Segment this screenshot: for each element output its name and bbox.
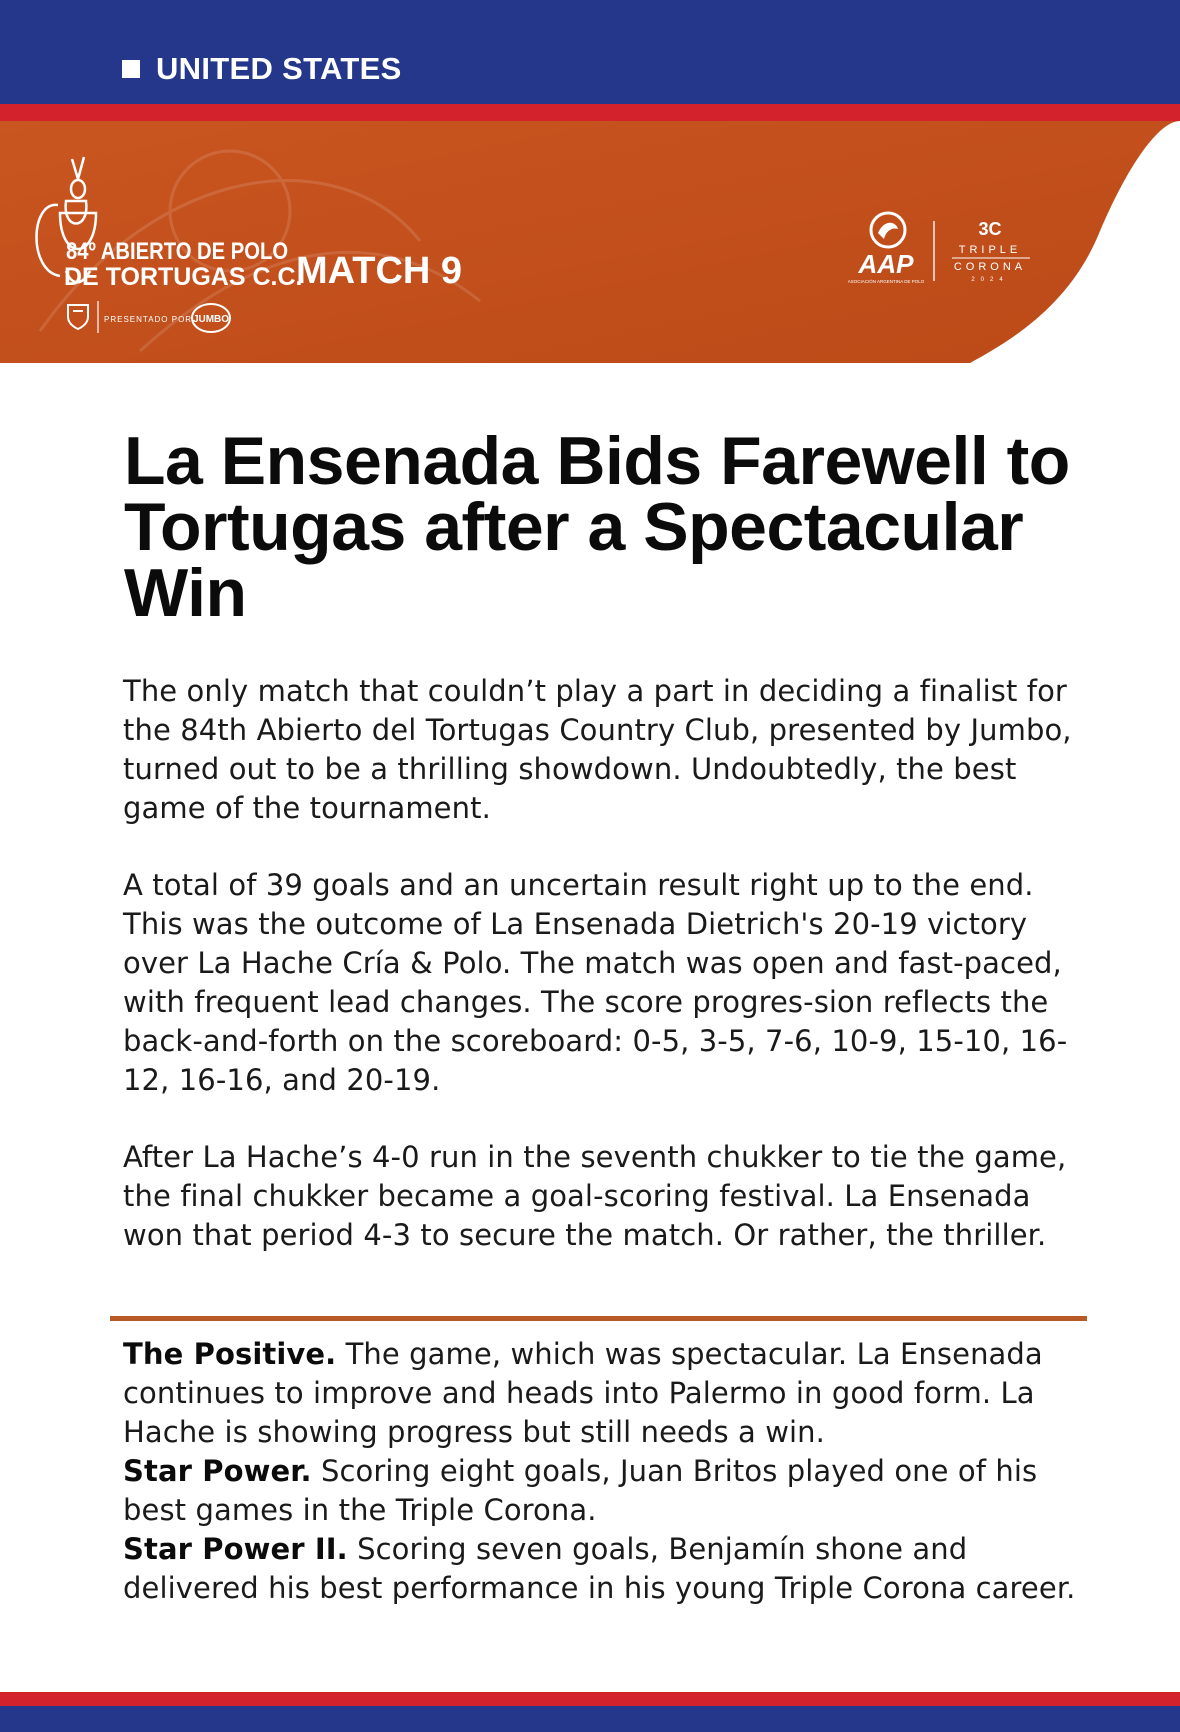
bottom-blue-bar [0, 1706, 1180, 1732]
svg-text:3C: 3C [978, 219, 1002, 239]
highlight-label: Star Power II. [123, 1532, 348, 1566]
square-icon [122, 60, 140, 78]
highlight-item [123, 1530, 1083, 1608]
top-red-stripe [0, 104, 1180, 121]
bottom-red-stripe [0, 1692, 1180, 1706]
section-divider [110, 1316, 1087, 1321]
highlight-item [123, 1452, 1083, 1530]
jumbo-logo-text: JUMBO [192, 314, 230, 325]
highlight-label: The Positive. [123, 1337, 337, 1371]
highlights-section [123, 1335, 1083, 1608]
aap-logo-text: AAP [858, 249, 914, 279]
triple-corona-year: 2024 [971, 277, 1009, 283]
tournament-banner [0, 121, 1180, 363]
triple-corona-line-2: CORONA [953, 261, 1027, 273]
paragraph: A total of 39 goals and an uncertain result right up to the end. This was the outcome of La Ensenada Dietrich's 20-19 victory over La Hache Cría & Polo. The match was open and fast-paced, with frequent lead changes. The score progres-sion reflects the back-and-forth on the scoreboard: 0-5, 3-5, 7-6, 10-9, 15-10, 16-12, 16-16, and 20-19. [123, 868, 1068, 1097]
highlight-label: Star Power. [123, 1454, 312, 1488]
country-label [122, 46, 402, 92]
paragraph: After La Hache’s 4-0 run in the seventh chukker to tie the game, the final chukker became a goal-scoring festival. La Ensenada won that period 4-3 to secure the match. Or rather, the thriller. [123, 1140, 1067, 1252]
highlight-text: Scoring eight goals, Juan Britos played one of his best games in the Triple Corona. [123, 1454, 1038, 1527]
paragraph: The only match that couldn’t play a part in deciding a finalist for the 84th Abierto del Tortugas Country Club, presented by Jumbo, turned out to be a thrilling showdown. Undoubtedly, the best game of the tournament. [123, 674, 1072, 825]
match-label: MATCH 9 [296, 250, 463, 292]
highlight-item [123, 1335, 1083, 1452]
tournament-line-2: DE TORTUGAS C.C. [64, 263, 303, 291]
article-body [123, 672, 1083, 1293]
country-text: UNITED STATES [156, 51, 402, 86]
highlight-text: Scoring seven goals, Benjamín shone and delivered his best performance in his young Triple Corona career. [123, 1532, 1076, 1605]
aap-logo-subtext: ASOCIACIÓN ARGENTINA DE POLO [847, 279, 925, 284]
article-headline: La Ensenada Bids Farewell to Tortugas after a Spectacular Win [124, 423, 1070, 631]
triple-corona-line-1: TRIPLE [958, 244, 1022, 256]
presented-by-text: PRESENTADO POR [104, 315, 193, 324]
tournament-line-1: 84º ABIERTO DE POLO [66, 237, 289, 265]
highlight-text: The game, which was spectacular. La Ensenada continues to improve and heads into Palermo in good form. La Hache is showing progress but still needs a win. [123, 1337, 1043, 1449]
